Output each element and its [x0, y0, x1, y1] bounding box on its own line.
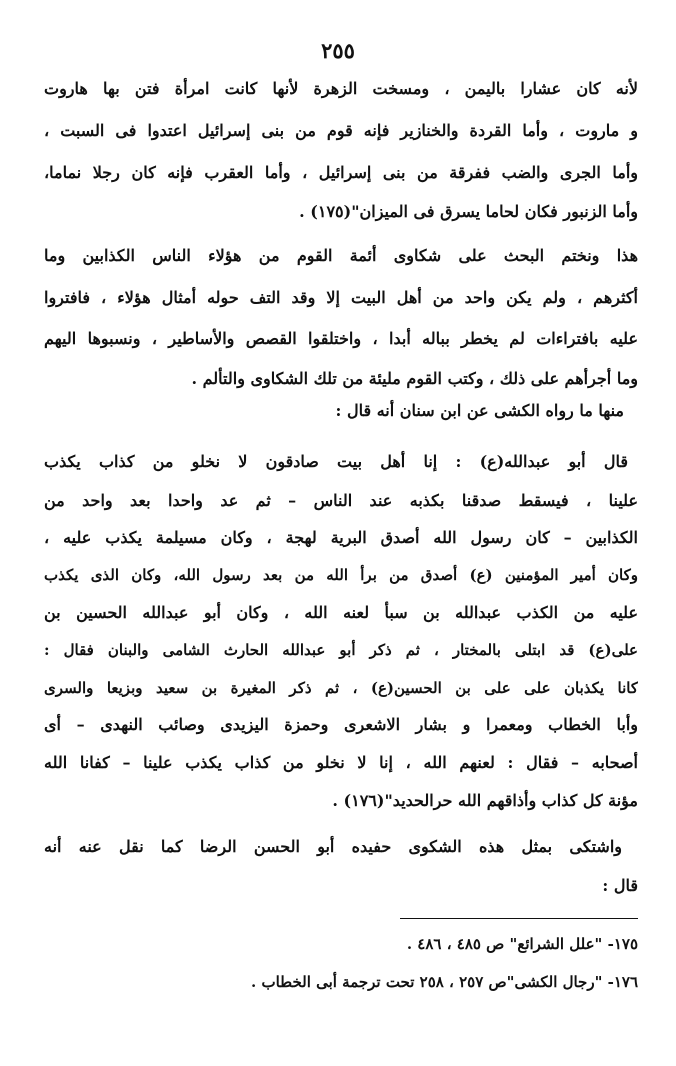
text-line: أكثرهم ، ولم يكن واحد من أهل البيت إلا وقد التف حوله أمثال هؤلاء ، فافتروا	[44, 288, 638, 307]
footnote: ١٧٥- "علل الشرائع" ص ٤٨٥ ، ٤٨٦ .	[406, 935, 638, 953]
text-line: وأبا الخطاب ومعمرا و بشار الاشعرى وحمزة اليزيدى وصائب النهدى – أى	[44, 715, 638, 734]
text-line: عليه بافتراءات لم يخطر بباله أبدا ، واختلقوا القصص والأساطير ، ونسبوها اليهم	[44, 329, 638, 348]
text-line: منها ما رواه الكشى عن ابن سنان أنه قال :	[335, 401, 624, 420]
footnote: ١٧٦- "رجال الكشى"ص ٢٥٧ ، ٢٥٨ تحت ترجمة أبى الخطاب .	[251, 973, 638, 991]
text-line: لأنه كان عشارا باليمن ، ومسخت الزهرة لأنها كانت امرأة فتن بها هاروت	[44, 79, 638, 98]
text-line: على(ع) قد ابتلى بالمختار ، ثم ذكر أبو عبدالله الحارث الشامى والبنان فقال :	[44, 641, 638, 659]
page-number: ٢٥٥	[321, 38, 355, 63]
text-line: علينا ، فيسقط صدقنا بكذبه عند الناس – ثم عد واحدا بعد واحد من	[44, 491, 638, 510]
text-line: قال أبو عبدالله(ع) : إنا أهل بيت صادقون لا نخلو من كذاب يكذب	[44, 452, 628, 471]
text-line: وأما الجرى والضب ففرقة من بنى إسرائيل ، وأما العقرب فإنه كان رجلا نماما،	[44, 163, 638, 182]
text-line: وما أجرأهم على ذلك ، وكتب القوم مليئة من تلك الشكاوى والتألم .	[191, 369, 638, 388]
text-line: كانا يكذبان على على بن الحسين(ع) ، ثم ذكر المغيرة بن سعيد وبزيعا والسرى	[44, 679, 638, 697]
text-line: قال :	[602, 876, 638, 895]
text-line: أصحابه – فقال : لعنهم الله ، إنا لا نخلو من كذاب يكذب علينا – كفانا الله	[44, 753, 638, 772]
text-line: هذا ونختم البحث على شكاوى أئمة القوم من هؤلاء الناس الكذابين وما	[44, 246, 638, 265]
footnote-divider	[400, 918, 638, 919]
text-line: و ماروت ، وأما القردة والخنازير فإنه قوم من بنى إسرائيل اعتدوا فى السبت ،	[44, 121, 638, 140]
text-line: مؤنة كل كذاب وأذاقهم الله حرالحديد"(١٧٦) .	[332, 791, 638, 810]
text-line: عليه من الكذب عبدالله بن سبأ لعنه الله ، وكان أبو عبدالله الحسين بن	[44, 603, 638, 622]
text-line: واشتكى بمثل هذه الشكوى حفيده أبو الحسن الرضا كما نقل عنه أنه	[44, 837, 622, 856]
text-line: وأما الزنبور فكان لحاما يسرق فى الميزان"(١٧٥) .	[299, 202, 638, 221]
text-line: وكان أمير المؤمنين (ع) أصدق من برأ الله من بعد رسول الله، وكان الذى يكذب	[44, 566, 638, 584]
text-line: الكذابين – كان رسول الله أصدق البرية لهجة ، وكان مسيلمة يكذب عليه ،	[44, 528, 638, 547]
